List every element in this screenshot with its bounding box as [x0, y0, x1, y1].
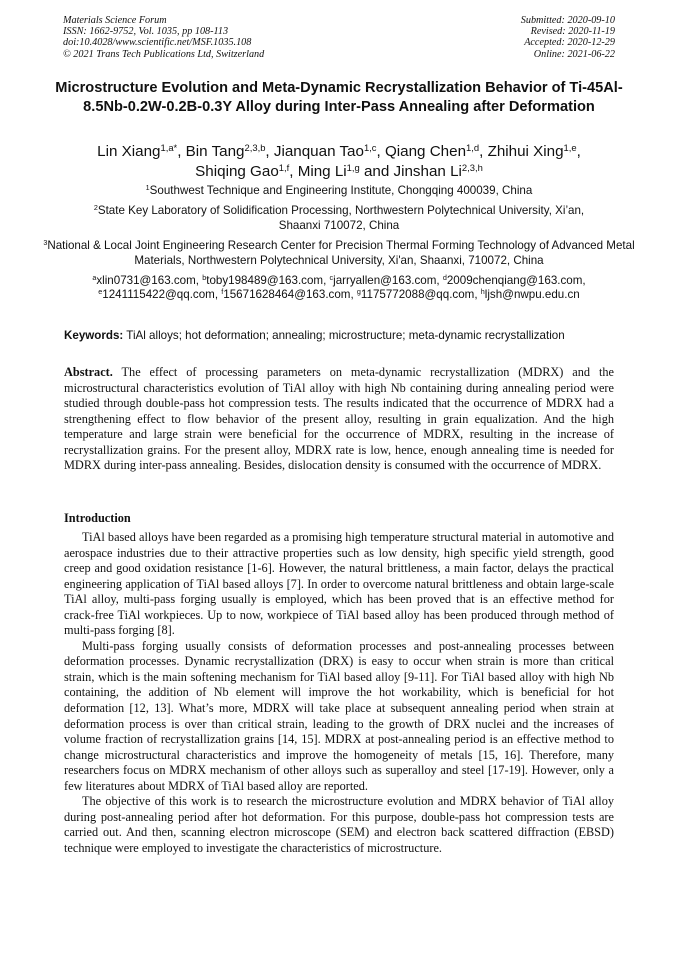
author-list: Lin Xiang$^{1,a*}$, Bin Tang$^{2,3,b}$, Jianquan Tao$^{1,c}$, Qiang Chen$^{1,d}$, Zhihui Xing$^{1,e}$, Shiqing Gao$^{1,f}$, Ming Li$^{1,g}$ and Jinshan Li$^{2,3,h}$ [97, 141, 581, 180]
email[interactable]: xlin0731@163.com [96, 274, 196, 288]
abstract-label: Abstract. [64, 365, 113, 379]
affiliation: $^1$Southwest Technique and Engineering Institute, Chongqing 400039, China [145, 183, 533, 197]
issn-line: ISSN: 1662-9752, Vol. 1035, pp 108-113 [63, 26, 229, 38]
abstract-text: The effect of processing parameters on meta-dynamic recrystallization (MDRX) and the microstructural characteristics evolution of TiAl alloy with high Nb containing during annealing period were studied through double-pass hot compression tests. The results indicated that the occurrence of MDRX had a strengthening effect to flow behavior of the present alloy, resulting in grain equalization. And the high temperature and large strain were beneficial for the occurrence of MDRX, resulting in the increase of recrystallization grains. For the present alloy, MDRX rate is low, hence, enough annealing time is needed for MDRX during inter-pass annealing. Besides, dislocation density is consumed with the occurrence of MDRX. [64, 365, 614, 473]
submitted-date: Submitted: 2020-09-10 [520, 15, 615, 26]
affiliations [40, 184, 638, 309]
paragraph: TiAl based alloys have been regarded as a promising high temperature structural material in automotive and aerospace industries due to their attractive properties such as low density, high specific yield strength, good creep and good oxidation resistance [1-6]. However, the natural brittleness, a main factor, delays the practical engineering application of TiAl based alloys [7]. In order to overcome natural brittleness and obtain large-scale TiAl alloy, multi-pass forging usually is employed, which has been proved that is an effective method for crack-free TiAl workpieces. Up to now, workpiece of TiAl based alloy has been produced through method of multi-pass forging [8]. [64, 530, 614, 638]
introduction-body [64, 530, 614, 856]
author: Jianquan Tao$^{1,c}$ [273, 141, 377, 160]
author: Qiang Chen$^{1,d}$ [384, 141, 480, 160]
email[interactable]: 2009chenqiang@163.com [446, 274, 583, 288]
email[interactable]: jarryallen@163.com [333, 274, 437, 288]
author: Jinshan Li$^{2,3,h}$ [393, 161, 483, 180]
author: Bin Tang$^{2,3,b}$ [185, 141, 266, 160]
email[interactable]: toby198489@163.com [206, 274, 324, 288]
keywords-text: TiAl alloys; hot deformation; annealing; microstructure; meta-dynamic recrystallization [126, 329, 565, 342]
introduction-heading: Introduction [64, 511, 131, 525]
email-list: $^a$xlin0731@163.com, $^b$toby198489@163.com, $^c$jarryallen@163.com, $^d$2009chenqiang@163.com, $^e$1241115422@qq.com, $^f$15671628464@163.com, $^g$1175772088@qq.com, $^h$ljsh@nwpu.edu.cn [92, 273, 586, 302]
abstract [64, 365, 614, 474]
copyright-line: © 2021 Trans Tech Publications Ltd, Switzerland [63, 48, 265, 60]
author: Zhihui Xing$^{1,e}$ [487, 141, 577, 160]
revised-date: Revised: 2020-11-19 [530, 26, 615, 38]
paragraph: The objective of this work is to research the microstructure evolution and MDRX behavior of TiAl alloy during post-annealing period after hot deformation. For this purpose, double-pass hot compression tests are carried out. And then, scanning electron microscope (SEM) and electron back scattered diffraction (EBSD) technique were employed to investigate the characteristics of microstructure. [64, 794, 614, 855]
author: Shiqing Gao$^{1,f}$ [195, 161, 290, 180]
paragraph: Multi-pass forging usually consists of deformation processes and post-annealing processes between deformation processes. Dynamic recrystallization (DRX) is easy to occur when strain is more than critical strain, which is the main softening mechanism for TiAl based alloy [9-11]. For TiAl based alloy with high Nb containing, the addition of Nb element will improve the hot workability, which is beneficial for hot deformation [12, 13]. What’s more, MDRX will take place at subsequent annealing period when strain at deformation process is over than critical strain, leading to the growth of DRX nuclei and the increases of volume fraction of recrystallization grains [14, 15]. MDRX at post-annealing period is an effective method to change microstructural characteristics and improve the homogeneity of metals [15, 16]. Therefore, many researchers focus on MDRX mechanism of other alloys such as superalloy and steel [17-19]. However, only a few literatures about MDRX of TiAl based alloy are reported. [64, 638, 614, 793]
keywords [64, 329, 624, 343]
journal-name: Materials Science Forum [63, 15, 167, 26]
email[interactable]: 15671628464@163.com [223, 288, 351, 302]
affiliation: $^2$State Key Laboratory of Solidification Processing, Northwestern Polytechnical University, Xi’an, Shaanxi 710072, China [93, 203, 585, 232]
accepted-date: Accepted: 2020-12-29 [524, 37, 615, 49]
keywords-label: Keywords: [64, 329, 124, 342]
publication-dates [521, 15, 615, 60]
journal-info [63, 15, 264, 60]
paper-title: Microstructure Evolution and Meta-Dynamic Recrystallization Behavior of Ti-45Al-8.5Nb-0.2W-0.2B-0.3Y Alloy during Inter-Pass Annealing after Deformation [55, 80, 623, 115]
email[interactable]: 1175772088@qq.com [360, 288, 475, 302]
doi-line: doi:10.4028/www.scientific.net/MSF.1035.108 [63, 37, 252, 49]
email[interactable]: 1241115422@qq.com [102, 288, 215, 302]
email[interactable]: ljsh@nwpu.edu.cn [484, 288, 580, 302]
affiliation: $^3$National & Local Joint Engineering Research Center for Precision Thermal Forming Technology of Advanced Metal Materials, Northwestern Polytechnical University, Xi'an, Shaanxi, 710072, China [43, 238, 635, 267]
author: Lin Xiang$^{1,a*}$ [97, 141, 178, 160]
author: Ming Li$^{1,g}$ [297, 161, 360, 180]
online-date: Online: 2021-06-22 [533, 48, 615, 60]
